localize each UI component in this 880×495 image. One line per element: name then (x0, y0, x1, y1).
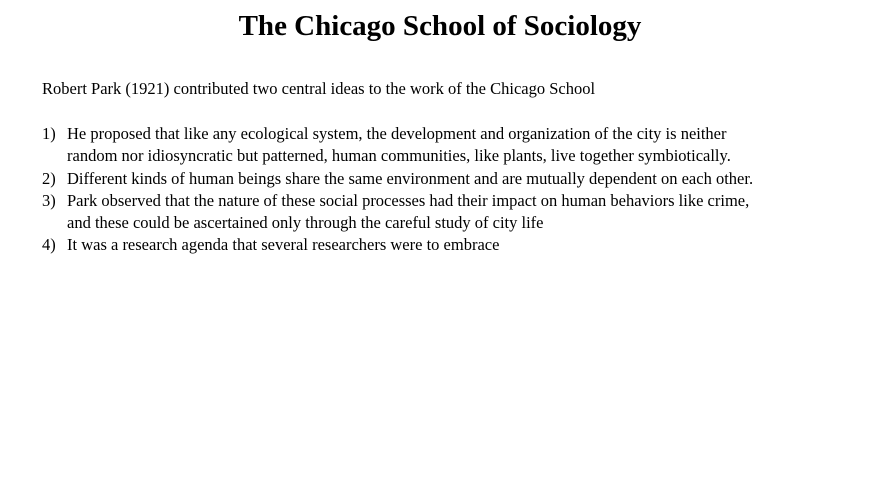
list-number: 3) (42, 190, 56, 210)
list-item-3 (42, 190, 862, 235)
slide-title: The Chicago School of Sociology (238, 10, 642, 42)
list-number: 2) (42, 168, 56, 188)
numbered-list (42, 123, 862, 257)
list-item-line: Different kinds of human beings share the same environment and are mutually dependent on each other. (67, 168, 754, 188)
list-item-4 (42, 234, 862, 256)
list-number: 1) (42, 124, 56, 143)
intro-text: Robert Park (1921) contributed two central ideas to the work of the Chicago School (42, 79, 596, 98)
list-item-1 (42, 123, 862, 168)
list-number: 4) (42, 235, 56, 255)
list-item-line: random nor idiosyncratic but patterned, human communities, like plants, live together symbiotically. (67, 146, 731, 166)
list-item-line: It was a research agenda that several researchers were to embrace (67, 235, 500, 255)
list-item-line: Park observed that the nature of these social processes had their impact on human behaviors like crime, (67, 190, 750, 210)
list-item-line: He proposed that like any ecological system, the development and organization of the city is neither (67, 124, 727, 143)
list-item-line: and these could be ascertained only through the careful study of city life (67, 213, 544, 233)
list-item-2 (42, 168, 862, 190)
